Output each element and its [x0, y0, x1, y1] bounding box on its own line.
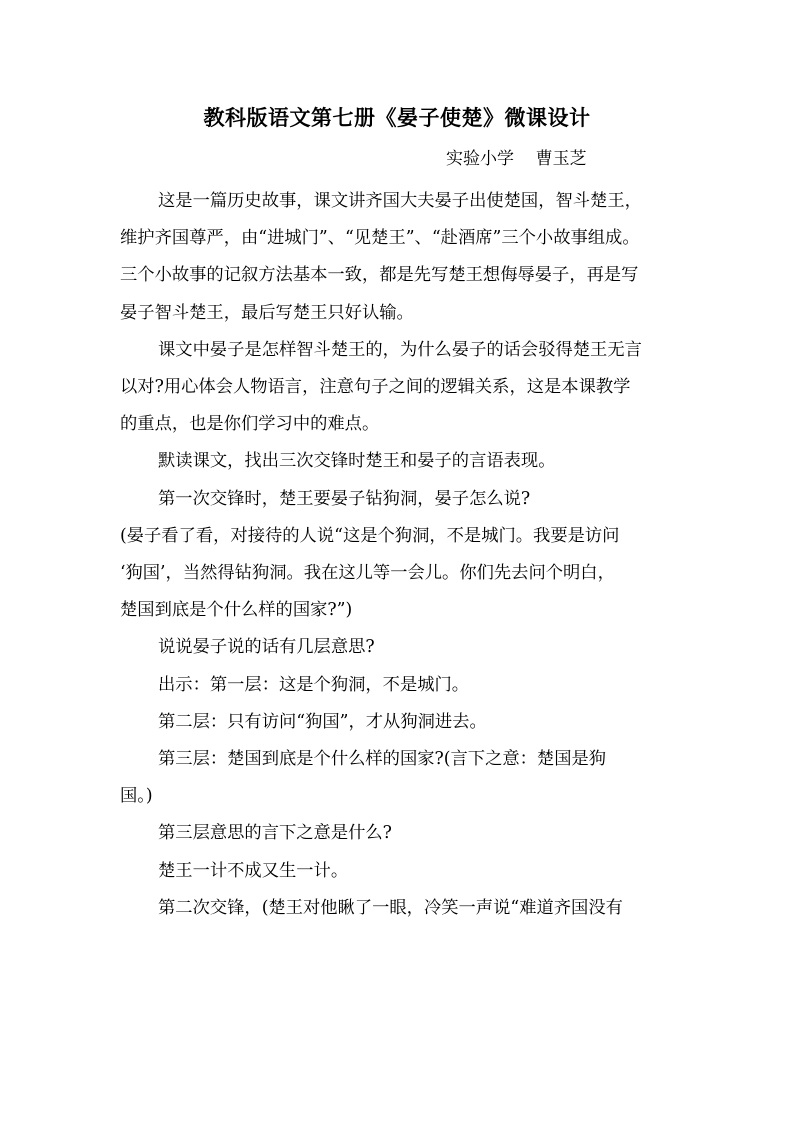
- text-line: 楚国到底是个什么样的国家?”): [120, 600, 353, 621]
- document-title: 教科版语文第七册《晏子使楚》微课设计: [203, 106, 591, 130]
- text-line: 说说晏子说的话有几层意思?: [158, 637, 375, 658]
- document-author: 实验小学 曹玉芝: [446, 149, 587, 169]
- document-body: [120, 183, 682, 927]
- text-line: 晏子智斗楚王，最后写楚王只好认输。: [120, 302, 414, 323]
- text-line: 第二层：只有访问“狗国”，才从狗洞进去。: [158, 711, 487, 732]
- text-line: 楚王一计不成又生一计。: [158, 860, 349, 881]
- text-line: 课文中晏子是怎样智斗楚王的，为什么晏子的话会驳得楚王无言: [158, 339, 642, 360]
- text-line: 这是一篇历史故事，课文讲齐国大夫晏子出使楚国，智斗楚王，: [158, 191, 642, 211]
- text-line: 第二次交锋，(楚王对他瞅了一眼，冷笑一声说“难道齐国没有: [158, 897, 623, 918]
- text-line: 以对?用心体会人物语言，注意句子之间的逻辑关系，这是本课教学: [120, 377, 631, 398]
- text-line: 出示：第一层：这是个狗洞，不是城门。: [158, 674, 470, 695]
- text-line: ‘狗国’，当然得钻狗洞。我在这儿等一会儿。你们先去问个明白，: [120, 563, 615, 584]
- text-line: 维护齐国尊严，由“进城门”、“见楚王”、“赴酒席”三个小故事组成。: [120, 228, 640, 249]
- text-line: 第三层：楚国到底是个什么样的国家?(言下之意：楚国是狗: [158, 749, 607, 770]
- text-line: (晏子看了看，对接待的人说“这是个狗洞，不是城门。我要是访问: [120, 525, 620, 546]
- text-line: 三个小故事的记叙方法基本一致，都是先写楚王想侮辱晏子，再是写: [120, 265, 639, 286]
- text-line: 第三层意思的言下之意是什么?: [158, 823, 392, 844]
- text-line: 国。): [120, 786, 153, 807]
- text-line: 的重点，也是你们学习中的难点。: [120, 414, 380, 435]
- text-line: 第一次交锋时，楚王要晏子钻狗洞，晏子怎么说?: [158, 488, 531, 509]
- text-line: 默读课文，找出三次交锋时楚王和晏子的言语表现。: [158, 451, 556, 472]
